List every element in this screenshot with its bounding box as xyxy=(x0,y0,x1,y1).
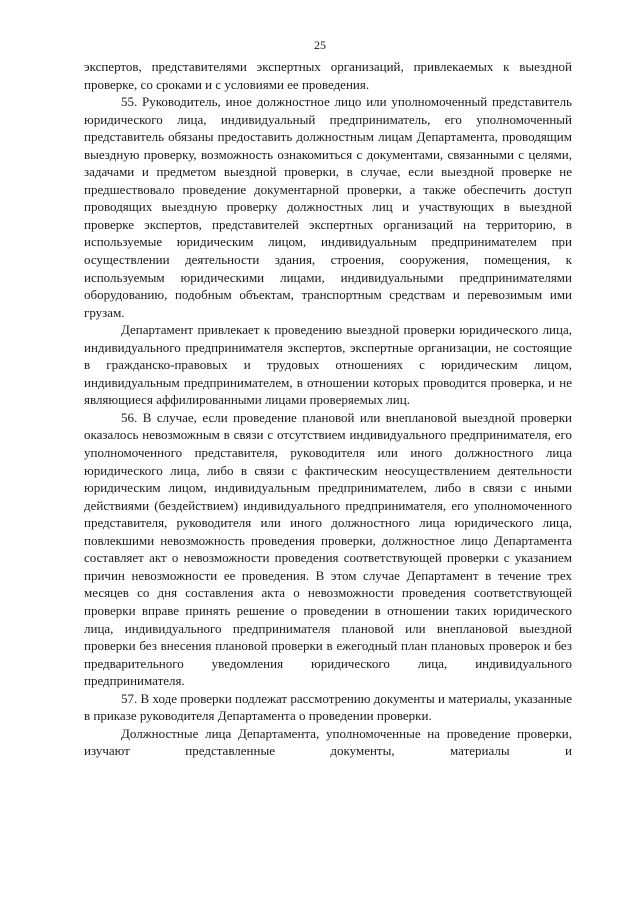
document-body xyxy=(84,58,572,760)
paragraph-officials: Должностные лица Департамента, уполномоченные на проведение проверки, изучают представленные документы, материалы и xyxy=(84,725,572,759)
paragraph-item-57: 57. В ходе проверки подлежат рассмотрению документы и материалы, указанные в приказе руководителя Департамента о проведении проверки. xyxy=(84,690,572,724)
page-number: 25 xyxy=(314,38,326,52)
paragraph-continuation: экспертов, представителями экспертных организаций, привлекаемых к выездной проверке, со сроками и с условиями ее проведения. xyxy=(84,59,572,92)
paragraph-item-56: 56. В случае, если проведение плановой или внеплановой выездной проверки оказалось невозможным в связи с отсутствием индивидуального предпринимателя, его уполномоченного представителя, руководителя или иного должностного лица юридического лица, либо в связи с фактическим неосуществлением деятельности юридическим лицом, индивидуальным предпринимателем, либо в связи с иными действиями (бездействием) индивидуального предпринимателя, его уполномоченного представителя, руководителя или иного должностного лица юридического лица, повлекшими невозможность проведения проверки, должностное лицо Департамента составляет акт о невозможности проведения соответствующей проверки с указанием причин невозможности ее проведения. В этом случае Департамент в течение трех месяцев со дня составления акта о невозможности проведения соответствующей проверки вправе принять решение о проведении в отношении таких юридического лица, индивидуального предпринимателя плановой или внеплановой выездной проверки без внесения плановой проверки в ежегодный план плановых проверок и без предварительного уведомления юридического лица, индивидуального предпринимателя. xyxy=(84,409,572,689)
paragraph-item-55: 55. Руководитель, иное должностное лицо или уполномоченный представитель юридического лица, индивидуальный предприниматель, его уполномоченный представитель обязаны предоставить должностным лицам Департамента, проводящим выездную проверку, возможность ознакомиться с документами, связанными с целями, задачами и предметом выездной проверки, в случае, если выездной проверке не предшествовало проведение документарной проверки, а также обеспечить доступ проводящих выездную проверку должностных лиц и участвующих в выездной проверке экспертов, представителей экспертных организаций на территорию, в используемые юридическим лицом, индивидуальным предпринимателем при осуществлении деятельности здания, строения, сооружения, помещения, к используемым юридическими лицами, индивидуальными предпринимателями оборудованию, подобным объектам, транспортным средствам и перевозимым ими грузам. xyxy=(84,94,572,320)
paragraph-experts: Департамент привлекает к проведению выездной проверки юридического лица, индивидуального предпринимателя экспертов, экспертные организации, не состоящие в гражданско-правовых и трудовых отношениях с юридическим лицом, индивидуальным предпринимателем, в отношении которых проводится проверка, и не являющиеся аффилированными лицами проверяемых лиц. xyxy=(84,322,572,408)
